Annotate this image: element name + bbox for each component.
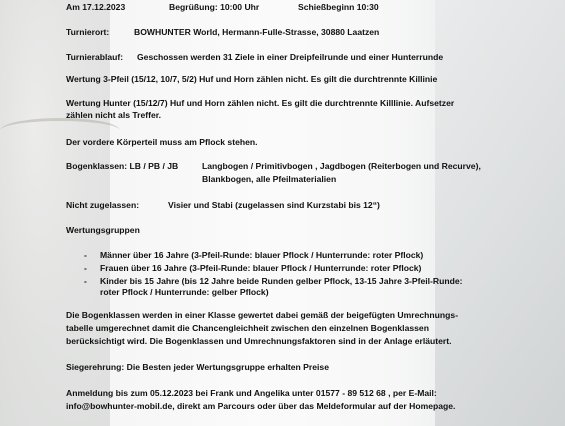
- list-item: [84, 276, 463, 298]
- venue-value: BOWHUNTER World, Hermann-Fulle-Strasse, 30880 Laatzen: [134, 27, 380, 37]
- conversion-line-2: tabelle umgerechnet damit die Chancengleichheit zwischen den einzelnen Bogenklassen: [66, 323, 429, 333]
- award-ceremony: Siegerehrung: Die Besten jeder Wertungsgruppe erhalten Preise: [66, 362, 329, 372]
- procedure-value: Geschossen werden 31 Ziele in einer Dreipfeilrunde und einer Hunterrunde: [137, 52, 444, 62]
- scoring-hunter-line-1: Wertung Hunter (15/12/7) Huf und Horn zählen nicht. Es gilt die durchtrennte Killlinie. Aufsetzer: [66, 98, 455, 108]
- group-children-line-1: Kinder bis 15 Jahre (bis 12 Jahre beide Runden gelber Pflock, 13-15 Jahre 3-Pfeil-Runde:: [100, 276, 463, 286]
- shooting-start: Schießbeginn 10:30: [298, 2, 379, 12]
- list-item: [84, 263, 463, 274]
- registration-line-1: Anmeldung bis zum 05.12.2023 bei Frank und Angelika unter 01577 - 89 512 68 , per E-Mail:: [66, 388, 437, 398]
- not-allowed-value: Visier und Stabi (zugelassen sind Kurzstabi bis 12“): [168, 200, 380, 210]
- scoring-hunter-line-2: zählen nicht als Treffer.: [66, 110, 162, 120]
- bow-classes-label: Bogenklassen: LB / PB / JB: [66, 161, 179, 171]
- conversion-line-3: berücksichtigt wird. Die Bogenklassen und Umrechnungsfaktoren sind in der Anlage erläutert.: [66, 336, 452, 346]
- list-item: [84, 250, 463, 261]
- group-children-line-2: roter Pflock / Hunterrunde: gelber Pflock): [100, 287, 269, 297]
- greeting-time: Begrüßung: 10:00 Uhr: [169, 2, 260, 12]
- procedure-label: Turnierablauf:: [66, 52, 124, 62]
- group-men: Männer über 16 Jahre (3-Pfeil-Runde: blauer Pflock / Hunterrunde: roter Pflock): [100, 250, 424, 260]
- scoring-3arrow: Wertung 3-Pfeil (15/12, 10/7, 5/2) Huf und Horn zählen nicht. Es gilt die durchtrennte Killinie: [66, 74, 438, 84]
- date: Am 17.12.2023: [66, 2, 126, 12]
- registration-line-2: info@bowhunter-mobil.de, direkt am Parcours oder über das Meldeformular auf der Homepage.: [66, 401, 456, 411]
- bow-classes-value-2: Blankbogen, alle Pfeilmaterialien: [202, 174, 337, 184]
- conversion-line-1: Die Bogenklassen werden in einer Klasse gewertet dabei gemäß der beigefügten Umrechnungs-: [66, 310, 459, 320]
- front-body-rule: Der vordere Körperteil muss am Pflock stehen.: [66, 137, 258, 147]
- venue-label: Turnierort:: [66, 27, 110, 37]
- groups-title: Wertungsgruppen: [66, 225, 140, 235]
- not-allowed-label: Nicht zugelassen:: [66, 200, 140, 210]
- group-women: Frauen über 16 Jahre (3-Pfeil-Runde: blauer Pflock / Hunterrunde: roter Pflock): [100, 263, 422, 273]
- scoring-groups-list: [84, 250, 463, 300]
- bow-classes-value-1: Langbogen / Primitivbogen , Jagdbogen (Reiterbogen und Recurve),: [202, 161, 481, 171]
